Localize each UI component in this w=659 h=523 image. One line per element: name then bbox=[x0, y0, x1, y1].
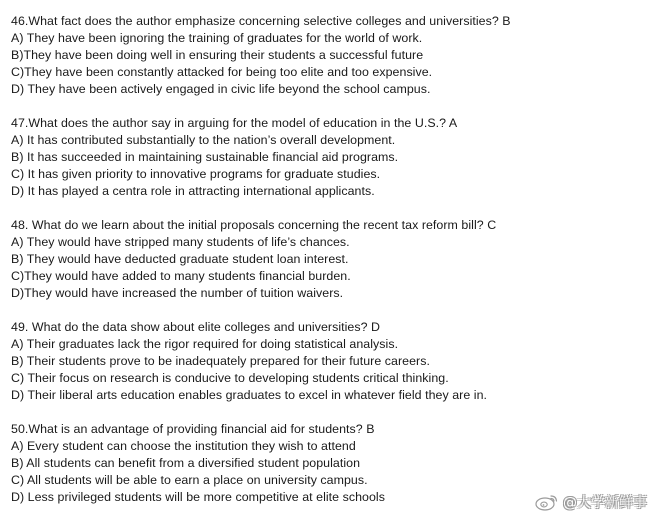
question-stem: 46.What fact does the author emphasize concerning selective colleges and universities? B bbox=[11, 14, 511, 28]
question-stem: 48. What do we learn about the initial proposals concerning the recent tax reform bill? C bbox=[11, 218, 497, 232]
option-a: A) Every student can choose the institution they wish to attend bbox=[11, 439, 356, 453]
watermark bbox=[535, 492, 647, 512]
document-body bbox=[11, 13, 651, 523]
option-c: C)They have been constantly attacked for being too elite and too expensive. bbox=[11, 65, 433, 79]
question-stem: 50.What is an advantage of providing financial aid for students? B bbox=[11, 422, 375, 436]
option-d: D) They have been actively engaged in civic life beyond the school campus. bbox=[11, 82, 431, 96]
option-c: C) It has given priority to innovative programs for graduate studies. bbox=[11, 167, 381, 181]
option-b: B) All students can benefit from a diversified student population bbox=[11, 456, 361, 470]
question-stem: 47.What does the author say in arguing for the model of education in the U.S.? A bbox=[11, 116, 458, 130]
option-b: B)They have been doing well in ensuring their students a successful future bbox=[11, 48, 424, 62]
watermark-text: @大学新鲜事 bbox=[563, 495, 647, 511]
option-a: A) Their graduates lack the rigor required for doing statistical analysis. bbox=[11, 337, 399, 351]
option-a: A) They would have stripped many students of life’s chances. bbox=[11, 235, 350, 249]
option-b: B) They would have deducted graduate student loan interest. bbox=[11, 252, 349, 266]
option-d: D) Less privileged students will be more competitive at elite schools bbox=[11, 490, 385, 504]
option-c: C)They would have added to many students financial burden. bbox=[11, 269, 351, 283]
question-47 bbox=[11, 115, 651, 200]
question-46 bbox=[11, 13, 651, 98]
option-d: D) It has played a centra role in attracting international applicants. bbox=[11, 184, 375, 198]
option-a: A) It has contributed substantially to the nation’s overall development. bbox=[11, 133, 396, 147]
option-d: D) Their liberal arts education enables graduates to excel in whatever field they are in. bbox=[11, 388, 488, 402]
option-b: B) It has succeeded in maintaining sustainable financial aid programs. bbox=[11, 150, 399, 164]
question-49 bbox=[11, 319, 651, 404]
option-d: D)They would have increased the number of tuition waivers. bbox=[11, 286, 344, 300]
question-stem: 49. What do the data show about elite colleges and universities? D bbox=[11, 320, 381, 334]
option-a: A) They have been ignoring the training of graduates for the world of work. bbox=[11, 31, 423, 45]
weibo-icon bbox=[535, 493, 559, 511]
option-b: B) Their students prove to be inadequately prepared for their future careers. bbox=[11, 354, 430, 368]
question-48 bbox=[11, 217, 651, 302]
option-c: C) All students will be able to earn a place on university campus. bbox=[11, 473, 368, 487]
option-c: C) Their focus on research is conducive to developing students critical thinking. bbox=[11, 371, 449, 385]
